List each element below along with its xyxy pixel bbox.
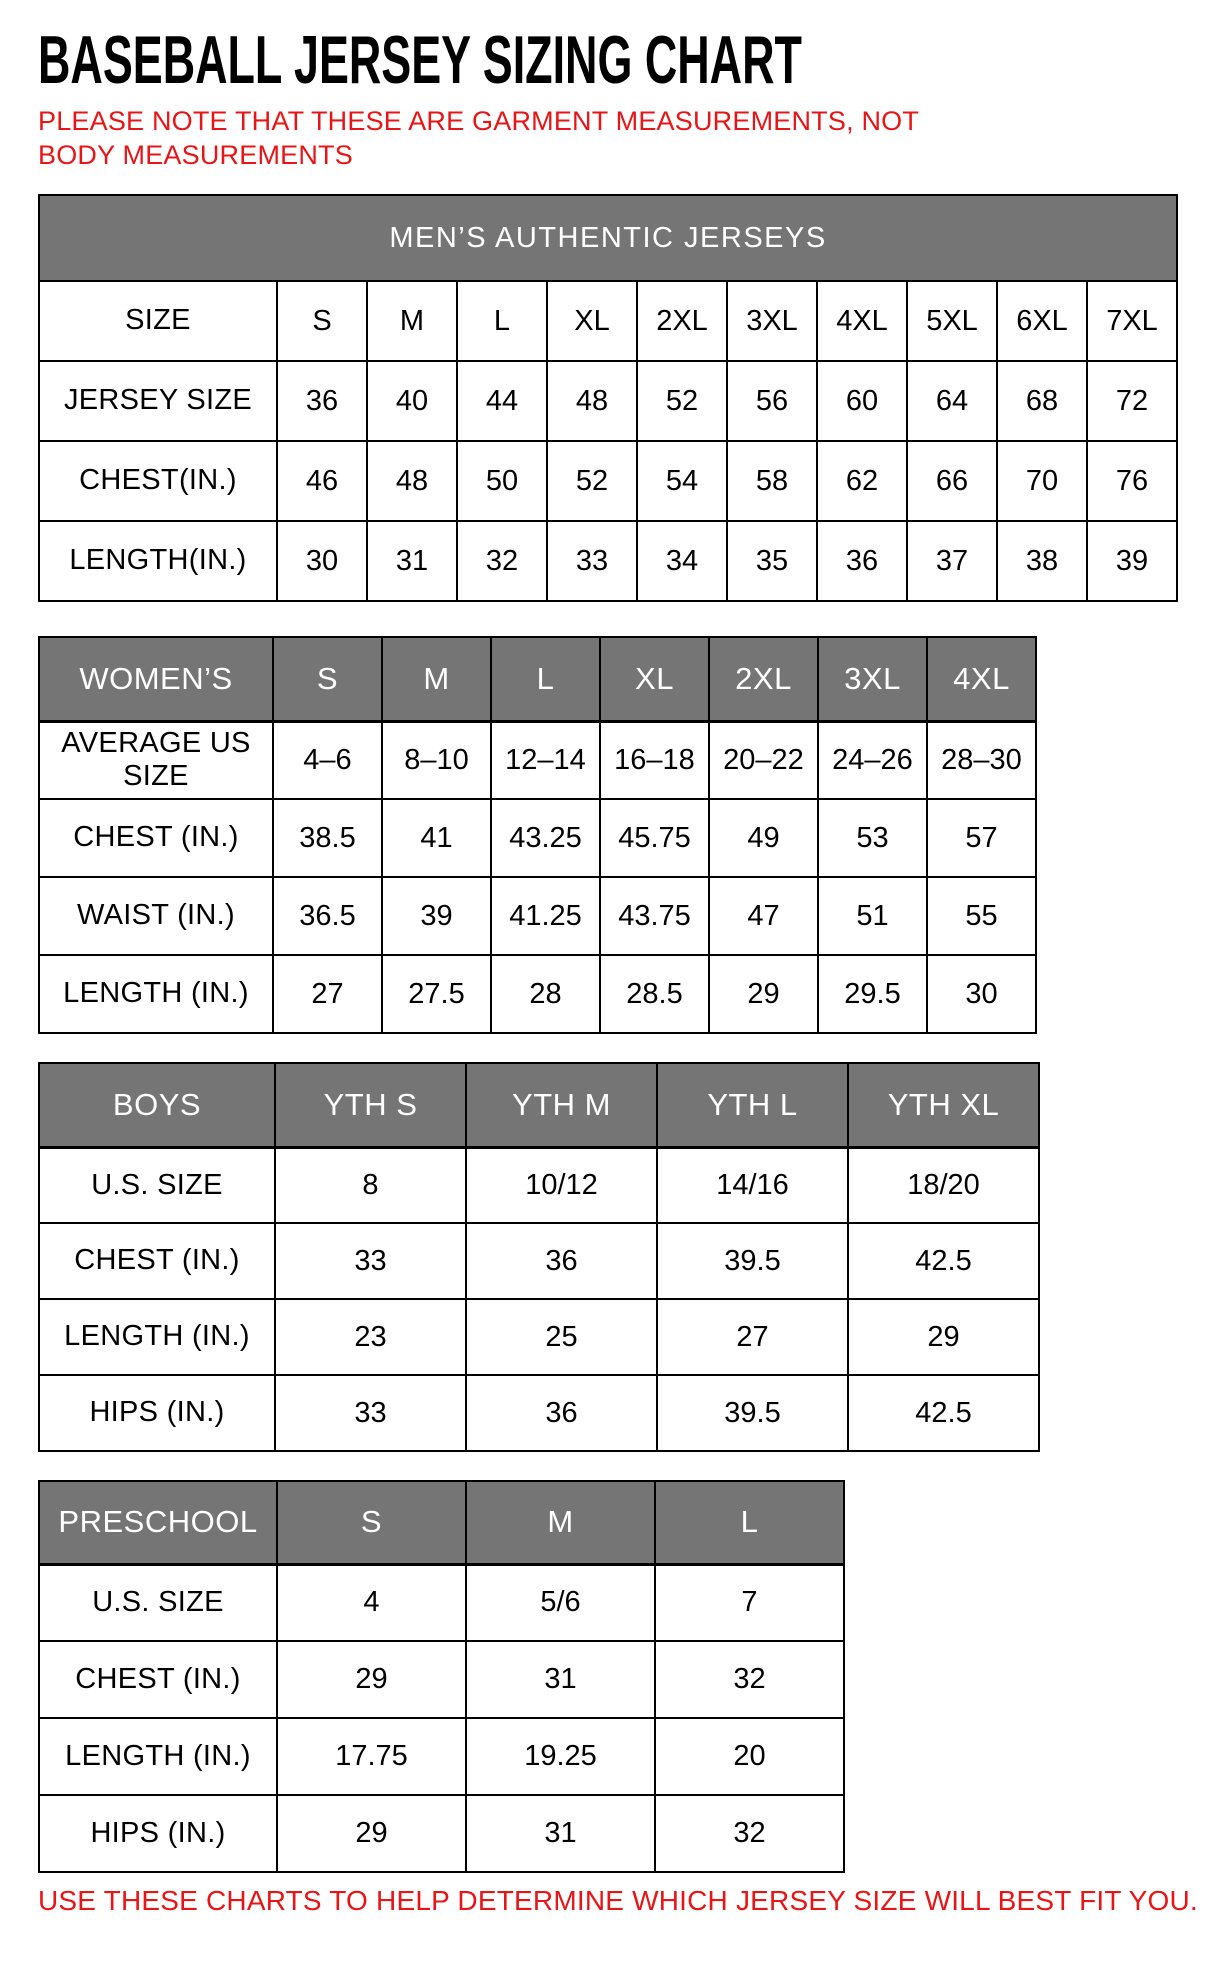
row-label: AVERAGE US SIZE bbox=[39, 721, 273, 799]
data-cell: M bbox=[367, 281, 457, 361]
table-row bbox=[39, 281, 1177, 361]
table-row bbox=[39, 1375, 1039, 1451]
size-header-cell: M bbox=[466, 1481, 655, 1564]
data-cell: 31 bbox=[466, 1795, 655, 1872]
table-row bbox=[39, 1147, 1039, 1223]
size-header-cell: 2XL bbox=[709, 637, 818, 721]
womens-header-row bbox=[39, 637, 1036, 721]
size-header-cell: S bbox=[277, 1481, 466, 1564]
data-cell: 14/16 bbox=[657, 1147, 848, 1223]
data-cell: 52 bbox=[637, 361, 727, 441]
preschool-header-row bbox=[39, 1481, 844, 1564]
size-header-cell: XL bbox=[600, 637, 709, 721]
row-label: SIZE bbox=[39, 281, 277, 361]
row-label: CHEST (IN.) bbox=[39, 799, 273, 877]
data-cell: 33 bbox=[275, 1223, 466, 1299]
data-cell: 20 bbox=[655, 1718, 844, 1795]
data-cell: 30 bbox=[927, 955, 1036, 1033]
preschool-header-label: PRESCHOOL bbox=[39, 1481, 277, 1564]
data-cell: 39.5 bbox=[657, 1223, 848, 1299]
row-label: CHEST (IN.) bbox=[39, 1641, 277, 1718]
data-cell: 17.75 bbox=[277, 1718, 466, 1795]
mens-table-title: MEN’S AUTHENTIC JERSEYS bbox=[39, 195, 1177, 281]
garment-measurement-note: PLEASE NOTE THAT THESE ARE GARMENT MEASUREMENTS, NOT BODY MEASUREMENTS bbox=[38, 106, 919, 171]
row-label: WAIST (IN.) bbox=[39, 877, 273, 955]
data-cell: 53 bbox=[818, 799, 927, 877]
data-cell: 8 bbox=[275, 1147, 466, 1223]
table-row bbox=[39, 521, 1177, 601]
size-header-cell: L bbox=[491, 637, 600, 721]
row-label: JERSEY SIZE bbox=[39, 361, 277, 441]
size-header-cell: L bbox=[655, 1481, 844, 1564]
data-cell: 32 bbox=[655, 1795, 844, 1872]
data-cell: 2XL bbox=[637, 281, 727, 361]
size-header-cell: YTH L bbox=[657, 1063, 848, 1147]
data-cell: 34 bbox=[637, 521, 727, 601]
size-header-cell: M bbox=[382, 637, 491, 721]
data-cell: 36 bbox=[817, 521, 907, 601]
data-cell: 76 bbox=[1087, 441, 1177, 521]
row-label: LENGTH (IN.) bbox=[39, 955, 273, 1033]
data-cell: 27 bbox=[657, 1299, 848, 1375]
data-cell: 45.75 bbox=[600, 799, 709, 877]
data-cell: 31 bbox=[367, 521, 457, 601]
size-header-cell: 4XL bbox=[927, 637, 1036, 721]
data-cell: 46 bbox=[277, 441, 367, 521]
data-cell: 55 bbox=[927, 877, 1036, 955]
table-row bbox=[39, 1718, 844, 1795]
data-cell: 58 bbox=[727, 441, 817, 521]
data-cell: 32 bbox=[457, 521, 547, 601]
row-label: U.S. SIZE bbox=[39, 1147, 275, 1223]
data-cell: 4–6 bbox=[273, 721, 382, 799]
data-cell: 6XL bbox=[997, 281, 1087, 361]
data-cell: XL bbox=[547, 281, 637, 361]
data-cell: 39 bbox=[382, 877, 491, 955]
data-cell: 39.5 bbox=[657, 1375, 848, 1451]
row-label: CHEST (IN.) bbox=[39, 1223, 275, 1299]
size-header-cell: 3XL bbox=[818, 637, 927, 721]
data-cell: 72 bbox=[1087, 361, 1177, 441]
table-row bbox=[39, 1795, 844, 1872]
table-row bbox=[39, 1299, 1039, 1375]
data-cell: 36.5 bbox=[273, 877, 382, 955]
data-cell: 7XL bbox=[1087, 281, 1177, 361]
row-label: U.S. SIZE bbox=[39, 1564, 277, 1641]
data-cell: 64 bbox=[907, 361, 997, 441]
table-row bbox=[39, 799, 1036, 877]
data-cell: 70 bbox=[997, 441, 1087, 521]
data-cell: 48 bbox=[547, 361, 637, 441]
data-cell: 25 bbox=[466, 1299, 657, 1375]
data-cell: 62 bbox=[817, 441, 907, 521]
table-row bbox=[39, 721, 1036, 799]
row-label: LENGTH (IN.) bbox=[39, 1718, 277, 1795]
data-cell: 23 bbox=[275, 1299, 466, 1375]
boys-header-label: BOYS bbox=[39, 1063, 275, 1147]
data-cell: 36 bbox=[466, 1375, 657, 1451]
fit-advice-footer: USE THESE CHARTS TO HELP DETERMINE WHICH JERSEY SIZE WILL BEST FIT YOU. bbox=[38, 1885, 1198, 1917]
data-cell: 33 bbox=[547, 521, 637, 601]
data-cell: 4 bbox=[277, 1564, 466, 1641]
row-label: LENGTH (IN.) bbox=[39, 1299, 275, 1375]
data-cell: 54 bbox=[637, 441, 727, 521]
data-cell: 28–30 bbox=[927, 721, 1036, 799]
data-cell: 27 bbox=[273, 955, 382, 1033]
data-cell: 28 bbox=[491, 955, 600, 1033]
data-cell: 29 bbox=[709, 955, 818, 1033]
data-cell: 42.5 bbox=[848, 1375, 1039, 1451]
preschool-sizing-table bbox=[38, 1480, 845, 1873]
womens-sizing-table bbox=[38, 636, 1037, 1034]
data-cell: 33 bbox=[275, 1375, 466, 1451]
data-cell: 35 bbox=[727, 521, 817, 601]
data-cell: 57 bbox=[927, 799, 1036, 877]
table-row bbox=[39, 955, 1036, 1033]
data-cell: 5XL bbox=[907, 281, 997, 361]
data-cell: 56 bbox=[727, 361, 817, 441]
data-cell: 41.25 bbox=[491, 877, 600, 955]
data-cell: 38.5 bbox=[273, 799, 382, 877]
data-cell: 30 bbox=[277, 521, 367, 601]
data-cell: 5/6 bbox=[466, 1564, 655, 1641]
size-header-cell: YTH S bbox=[275, 1063, 466, 1147]
data-cell: 28.5 bbox=[600, 955, 709, 1033]
data-cell: 66 bbox=[907, 441, 997, 521]
data-cell: 39 bbox=[1087, 521, 1177, 601]
data-cell: 3XL bbox=[727, 281, 817, 361]
data-cell: 40 bbox=[367, 361, 457, 441]
data-cell: 4XL bbox=[817, 281, 907, 361]
data-cell: 51 bbox=[818, 877, 927, 955]
data-cell: 38 bbox=[997, 521, 1087, 601]
boys-sizing-table bbox=[38, 1062, 1040, 1452]
data-cell: 20–22 bbox=[709, 721, 818, 799]
data-cell: 12–14 bbox=[491, 721, 600, 799]
row-label: LENGTH(IN.) bbox=[39, 521, 277, 601]
data-cell: 27.5 bbox=[382, 955, 491, 1033]
data-cell: 41 bbox=[382, 799, 491, 877]
table-row bbox=[39, 1564, 844, 1641]
data-cell: 48 bbox=[367, 441, 457, 521]
row-label: HIPS (IN.) bbox=[39, 1795, 277, 1872]
data-cell: 29 bbox=[848, 1299, 1039, 1375]
row-label: CHEST(IN.) bbox=[39, 441, 277, 521]
womens-header-label: WOMEN’S bbox=[39, 637, 273, 721]
data-cell: 44 bbox=[457, 361, 547, 441]
data-cell: 47 bbox=[709, 877, 818, 955]
data-cell: 10/12 bbox=[466, 1147, 657, 1223]
data-cell: 36 bbox=[277, 361, 367, 441]
data-cell: 43.75 bbox=[600, 877, 709, 955]
boys-header-row bbox=[39, 1063, 1039, 1147]
data-cell: 52 bbox=[547, 441, 637, 521]
data-cell: 19.25 bbox=[466, 1718, 655, 1795]
page-title: BASEBALL JERSEY SIZING CHART bbox=[38, 22, 802, 98]
data-cell: 29 bbox=[277, 1795, 466, 1872]
data-cell: L bbox=[457, 281, 547, 361]
data-cell: 68 bbox=[997, 361, 1087, 441]
data-cell: 31 bbox=[466, 1641, 655, 1718]
data-cell: 42.5 bbox=[848, 1223, 1039, 1299]
table-row bbox=[39, 441, 1177, 521]
data-cell: 16–18 bbox=[600, 721, 709, 799]
data-cell: 29 bbox=[277, 1641, 466, 1718]
table-row bbox=[39, 361, 1177, 441]
data-cell: 32 bbox=[655, 1641, 844, 1718]
row-label: HIPS (IN.) bbox=[39, 1375, 275, 1451]
data-cell: 18/20 bbox=[848, 1147, 1039, 1223]
data-cell: 50 bbox=[457, 441, 547, 521]
size-header-cell: YTH XL bbox=[848, 1063, 1039, 1147]
data-cell: 7 bbox=[655, 1564, 844, 1641]
mens-table-title-row bbox=[39, 195, 1177, 281]
data-cell: 8–10 bbox=[382, 721, 491, 799]
data-cell: 24–26 bbox=[818, 721, 927, 799]
data-cell: 36 bbox=[466, 1223, 657, 1299]
size-header-cell: YTH M bbox=[466, 1063, 657, 1147]
data-cell: 37 bbox=[907, 521, 997, 601]
table-row bbox=[39, 1641, 844, 1718]
data-cell: S bbox=[277, 281, 367, 361]
table-row bbox=[39, 877, 1036, 955]
data-cell: 49 bbox=[709, 799, 818, 877]
table-row bbox=[39, 1223, 1039, 1299]
data-cell: 29.5 bbox=[818, 955, 927, 1033]
mens-authentic-jerseys-table bbox=[38, 194, 1178, 602]
data-cell: 60 bbox=[817, 361, 907, 441]
data-cell: 43.25 bbox=[491, 799, 600, 877]
size-header-cell: S bbox=[273, 637, 382, 721]
